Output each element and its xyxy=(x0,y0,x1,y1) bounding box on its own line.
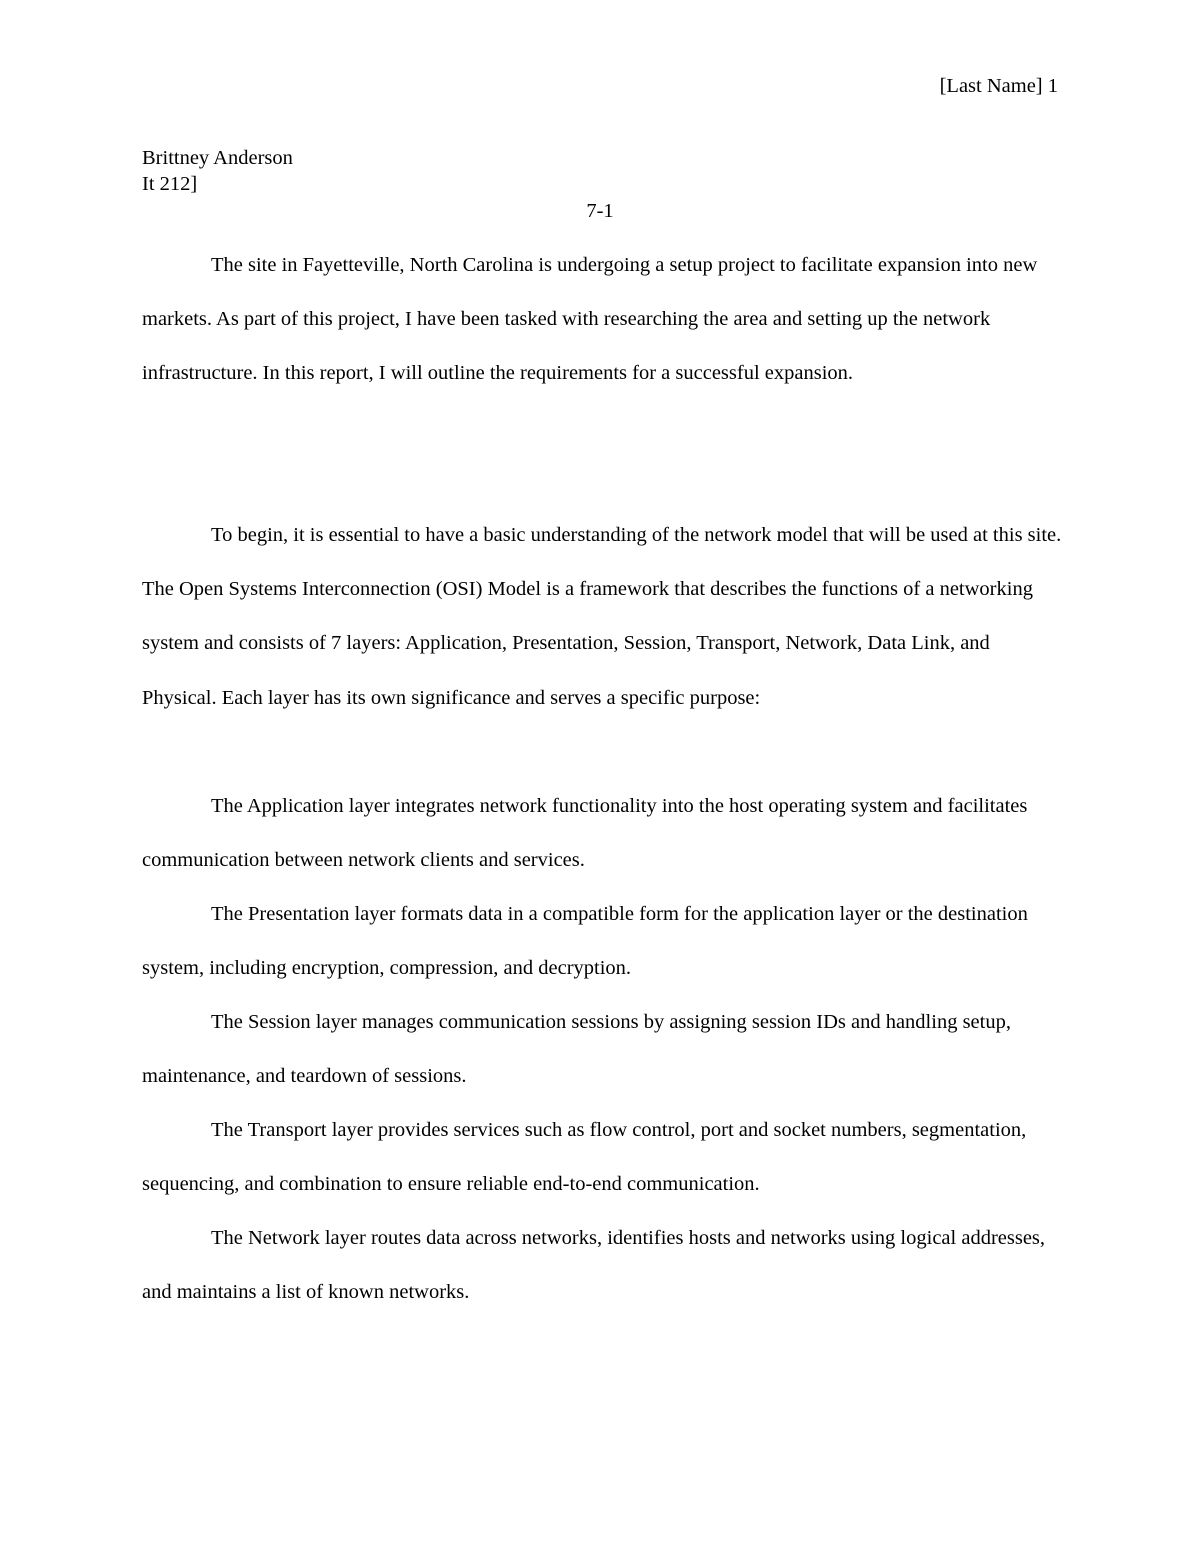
author-block xyxy=(142,145,293,197)
course-name: It 212] xyxy=(142,173,198,195)
document-title: 7-1 xyxy=(586,200,614,222)
paragraph-session-layer: The Session layer manages communication sessions by assigning session IDs and handling setup, maintenance, and teardown of sessions. xyxy=(142,1011,1011,1088)
paragraph-application-layer: The Application layer integrates network functionality into the host operating system and facilitates communication between network clients and services. xyxy=(142,795,1028,872)
paragraph-transport-layer: The Transport layer provides services such as flow control, port and socket numbers, segmentation, sequencing, and combination to ensure reliable end-to-end communication. xyxy=(142,1119,1027,1196)
paragraph-network-layer: The Network layer routes data across networks, identifies hosts and networks using logical addresses, and maintains a list of known networks. xyxy=(142,1227,1046,1304)
paragraph-osi-overview: To begin, it is essential to have a basic understanding of the network model that will be used at this site. The Open Systems Interconnection (OSI) Model is a framework that describes the functions of a networking system and consists of 7 layers: Application, Presentation, Session, Transport, Network, Data Link, and Physical. Each layer has its own significance and serves a specific purpose: xyxy=(142,524,1062,709)
running-head: [Last Name] 1 xyxy=(939,75,1058,97)
paragraph-presentation-layer: The Presentation layer formats data in a compatible form for the application layer or the destination system, including encryption, compression, and decryption. xyxy=(142,903,1028,980)
author-name: Brittney Anderson xyxy=(142,147,293,169)
paragraph-intro: The site in Fayetteville, North Carolina is undergoing a setup project to facilitate expansion into new markets. As part of this project, I have been tasked with researching the area and setting up the network infrastructure. In this report, I will outline the requirements for a successful expansion. xyxy=(142,254,1038,385)
